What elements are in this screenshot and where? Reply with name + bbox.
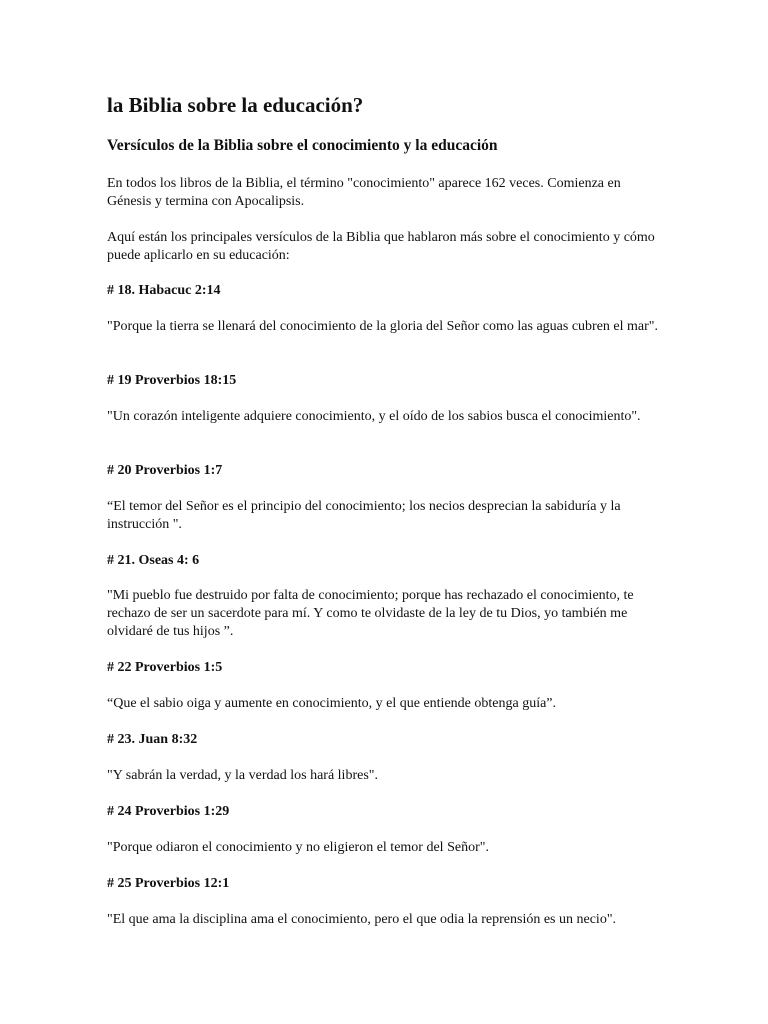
intro-paragraph: Aquí están los principales versículos de la Biblia que hablaron más sobre el conocimiento y cómo puede aplicarlo en su educación: xyxy=(107,230,655,263)
verse-heading: # 24 Proverbios 1:29 xyxy=(107,804,230,819)
verse-text: “El temor del Señor es el principio del conocimiento; los necios desprecian la sabiduría y la instrucción ". xyxy=(107,499,621,532)
verse-heading: # 25 Proverbios 12:1 xyxy=(107,876,230,891)
verse-text: "El que ama la disciplina ama el conocimiento, pero el que odia la reprensión es un necio". xyxy=(107,912,617,927)
section-subtitle: Versículos de la Biblia sobre el conocimiento y la educación xyxy=(107,137,498,154)
verse-text: "Mi pueblo fue destruido por falta de conocimiento; porque has rechazado el conocimiento, te rechazo de ser un sacerdote para mí. Y como te olvidaste de la ley de tu Dios, yo también me olvidaré de tus hijos ”. xyxy=(107,588,634,639)
verse-text: "Un corazón inteligente adquiere conocimiento, y el oído de los sabios busca el conocimiento". xyxy=(107,409,641,424)
verse-heading: # 19 Proverbios 18:15 xyxy=(107,373,237,388)
verse-text: "Porque odiaron el conocimiento y no eligieron el temor del Señor". xyxy=(107,840,489,855)
verse-heading: # 23. Juan 8:32 xyxy=(107,732,198,747)
intro-paragraph: En todos los libros de la Biblia, el término "conocimiento" aparece 162 veces. Comienza en Génesis y termina con Apocalipsis. xyxy=(107,176,621,209)
verse-heading: # 18. Habacuc 2:14 xyxy=(107,283,221,298)
verse-heading: # 20 Proverbios 1:7 xyxy=(107,463,223,478)
verse-text: "Porque la tierra se llenará del conocimiento de la gloria del Señor como las aguas cubren el mar". xyxy=(107,319,659,334)
verse-text: "Y sabrán la verdad, y la verdad los hará libres". xyxy=(107,768,378,783)
page-title: la Biblia sobre la educación? xyxy=(107,93,364,117)
verse-heading: # 22 Proverbios 1:5 xyxy=(107,660,223,675)
verse-heading: # 21. Oseas 4: 6 xyxy=(107,553,200,568)
verse-text: “Que el sabio oiga y aumente en conocimiento, y el que entiende obtenga guía”. xyxy=(107,696,557,711)
